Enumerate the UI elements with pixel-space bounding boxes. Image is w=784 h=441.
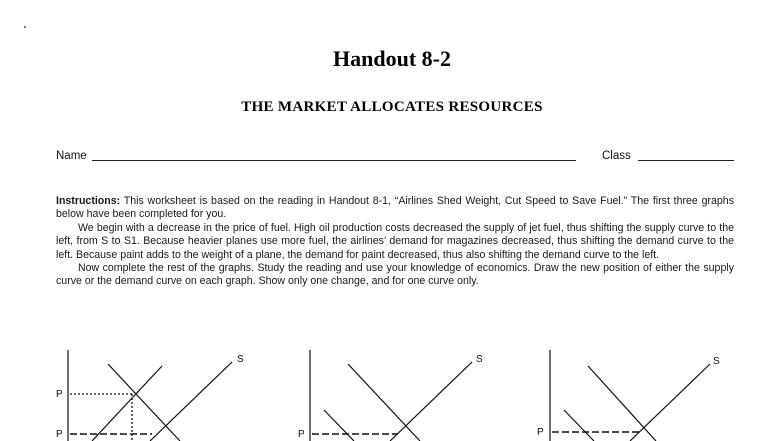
graph-3-demand-line <box>588 366 656 441</box>
graph-3-price-label: P <box>537 427 544 438</box>
graph-1 <box>56 350 244 441</box>
graph-2-shifted-demand-line <box>324 410 354 441</box>
graph-1-upper-price-label: P <box>56 389 63 400</box>
graph-3 <box>537 350 720 441</box>
graph-1-supply-line <box>150 362 232 441</box>
instructions-lead: Instructions: <box>56 195 121 207</box>
graph-2-price-label: P <box>298 429 305 440</box>
graph-1-supply-label: S <box>237 354 244 365</box>
instructions-text-1: This worksheet is based on the reading in Handout 8-1, “Airlines Shed Weight, Cut Speed to Save Fuel.” The first three graphs below have been completed for you. <box>56 195 734 221</box>
graph-3-supply-label: S <box>713 356 720 367</box>
instructions-para-3: Now complete the rest of the graphs. Study the reading and use your knowledge of economics. Draw the new position of either the supply curve or the demand curve on each graph. Show only one change, and for one curve only. <box>56 262 734 288</box>
graph-1-lower-price-label: P <box>56 429 63 440</box>
graph-1-demand-line <box>108 364 180 441</box>
handout-subtitle: THE MARKET ALLOCATES RESOURCES <box>241 99 543 115</box>
graph-1-shifted-supply-line <box>92 366 162 441</box>
graph-2-supply-label: S <box>476 354 483 365</box>
graph-2 <box>298 350 483 441</box>
graph-2-supply-line <box>390 362 472 441</box>
graph-2-demand-line <box>348 364 420 441</box>
name-label: Name <box>56 150 87 162</box>
graph-3-shifted-demand-line <box>564 410 594 441</box>
instructions-para-2: We begin with a decrease in the price of fuel. High oil production costs decreased the supply of jet fuel, thus shifting the supply curve to the left, from S to S1. Because heavier planes use more fuel, the airlines’ demand for magazines decreased, thus shifting the demand curve to the left. Because paint adds to the weight of a plane, the demand for paint decreased, thus also shifting the demand curve to the left. <box>56 221 734 261</box>
class-label: Class <box>602 150 631 162</box>
handout-title: Handout 8-2 <box>333 46 451 71</box>
graph-3-supply-line <box>630 364 710 441</box>
